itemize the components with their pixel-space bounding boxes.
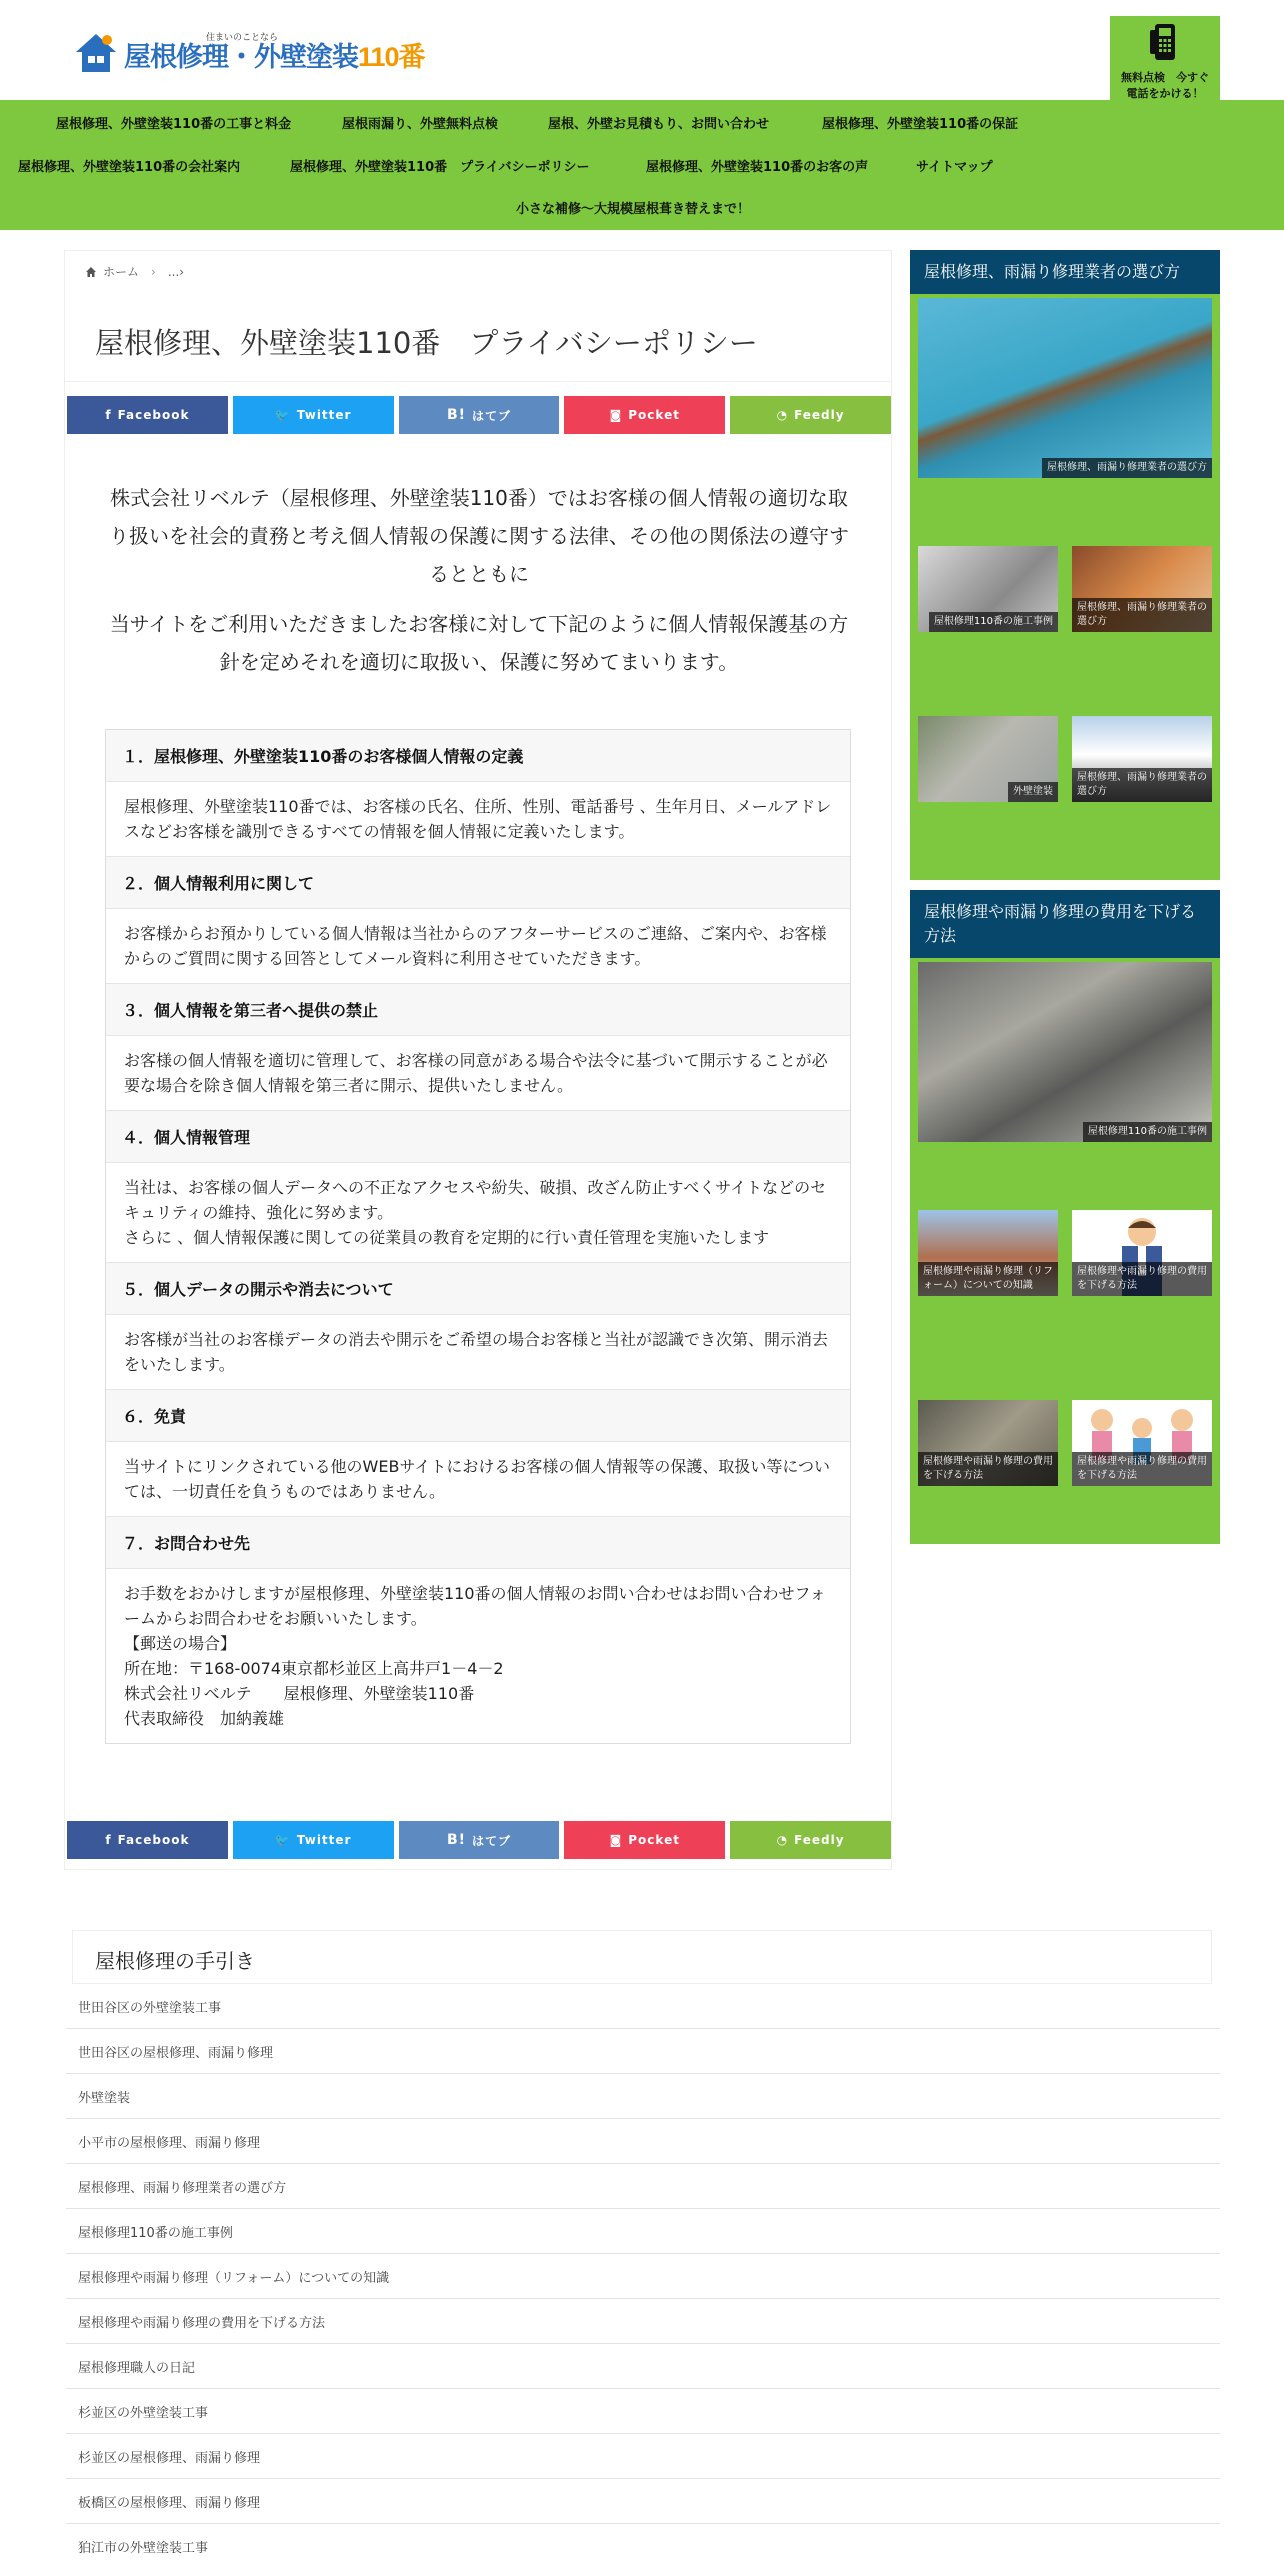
nav-item-warranty[interactable]: 屋根修理、外壁塗装110番の保証 [822,117,1019,132]
sidebar-widget-reduce-cost [910,890,1220,1544]
phone-icon [1141,18,1189,66]
twitter-share-button[interactable] [233,396,394,434]
hatena-label: はてブ [472,1833,512,1848]
call-line-2: 電話をかける！ [1126,87,1204,100]
twitter-share-button-bottom[interactable] [233,1821,394,1859]
sidebar-widget-choose-contractor [910,250,1220,880]
guide-list-item[interactable]: 屋根修理、雨漏り修理業者の選び方 [66,2164,1220,2209]
share-bar-bottom [67,1821,891,1859]
policy-body-2: お客様からお預かりしている個人情報は当社からのアフターサービスのご連絡、ご案内や、お客様からのご質問に関する回答としてメール資料に利用させていただきます。 [106,909,850,984]
policy-body-6: 当サイトにリンクされている他のWEBサイトにおけるお客様の個人情報等の保護、取扱い等については、一切責任を負うものではありません。 [106,1442,850,1517]
breadcrumb-home[interactable]: ホーム [103,265,140,279]
intro-paragraph-2: 当サイトをご利用いただきましたお客様に対して下記のように個人情報保護基の方針を定めそれを適切に取扱い、保護に努めてまいります。 [109,612,849,674]
house-logo-icon [74,32,118,74]
article-thumbnail[interactable] [1072,1400,1212,1486]
guide-list-item[interactable]: 小平市の屋根修理、雨漏り修理 [66,2119,1220,2164]
rss-icon: ◔ [776,1833,789,1847]
nav-item-voices[interactable]: 屋根修理、外壁塗装110番のお客の声 [646,160,869,175]
policy-body-1: 屋根修理、外壁塗装110番では、お客様の氏名、住所、性別、電話番号 、生年月日、メールアドレスなどお客様を識別できるすべての情報を個人情報に定義いたします。 [106,782,850,857]
facebook-share-button-bottom[interactable] [67,1821,228,1859]
thumbnail-caption: 屋根修理110番の施工事例 [929,612,1058,632]
policy-heading-2: ２．個人情報利用に関して [106,857,850,909]
guide-list-item[interactable]: 外壁塗装 [66,2074,1220,2119]
intro-text [105,479,853,693]
feedly-share-button[interactable] [730,396,891,434]
feedly-label: Feedly [794,1833,845,1847]
logo-number-text: 110番 [358,42,425,72]
privacy-policy-table [105,729,851,1744]
guide-list-item[interactable]: 屋根修理や雨漏り修理の費用を下げる方法 [66,2299,1220,2344]
home-icon [85,266,97,278]
guide-list-item[interactable]: 板橋区の屋根修理、雨漏り修理 [66,2479,1220,2524]
guide-category-list [66,1984,1220,2568]
call-button-text [1110,70,1220,102]
call-line-1: 無料点検 今すぐ [1121,71,1209,84]
feedly-label: Feedly [794,408,845,422]
nav-item-estimate[interactable]: 屋根、外壁お見積もり、お問い合わせ [548,117,770,132]
thumbnail-caption: 屋根修理や雨漏り修理の費用を下げる方法 [918,1452,1058,1486]
sidebar-widget-title: 屋根修理、雨漏り修理業者の選び方 [910,250,1220,294]
nav-item-tagline[interactable]: 小さな補修～大規模屋根葺き替えまで！ [516,202,751,217]
policy-body-4: 当社は、お客様の個人データへの不正なアクセスや紛失、破損、改ざん防止すべくサイトなどのセキュリティの維持、強化に努めます。 さらに 、個人情報保護に関しての従業員の教育を定期的に行い責任管理を実施いたします [106,1163,850,1263]
logo-main-text: 屋根修理・外壁塗装 [124,42,358,72]
site-header [0,0,1284,100]
sidebar-widget-title: 屋根修理や雨漏り修理の費用を下げる方法 [910,890,1220,958]
page-title: 屋根修理、外壁塗装110番 プライバシーポリシー [95,326,758,360]
article-thumbnail[interactable] [918,962,1212,1142]
article-thumbnail[interactable] [1072,1210,1212,1296]
policy-body-5: お客様が当社のお客様データの消去や開示をご希望の場合お客様と当社が認識でき次第、開示消去をいたします。 [106,1315,850,1390]
main-article [64,250,892,1870]
guide-list-item[interactable]: 杉並区の外壁塗装工事 [66,2389,1220,2434]
nav-item-company[interactable]: 屋根修理、外壁塗装110番の会社案内 [18,160,241,175]
article-thumbnail[interactable] [918,546,1058,632]
call-button[interactable] [1110,16,1220,102]
logo-tagline: 住まいのことなら [206,33,279,43]
facebook-share-button[interactable] [67,396,228,434]
guide-list-item[interactable]: 世田谷区の外壁塗装工事 [66,1984,1220,2029]
site-logo[interactable] [74,32,425,74]
article-thumbnail[interactable] [918,1210,1058,1296]
share-bar-top [67,396,891,434]
breadcrumb [85,263,184,280]
thumbnail-caption: 屋根修理、雨漏り修理業者の選び方 [1072,598,1212,632]
policy-heading-4: ４．個人情報管理 [106,1111,850,1163]
pocket-icon: ◙ [609,1833,623,1847]
policy-heading-6: ６．免責 [106,1390,850,1442]
pocket-share-button[interactable] [564,396,725,434]
rss-icon: ◔ [776,408,789,422]
policy-heading-5: ５．個人データの開示や消去について [106,1263,850,1315]
pocket-label: Pocket [628,1833,680,1847]
thumbnail-caption: 屋根修理、雨漏り修理業者の選び方 [1042,458,1212,478]
thumbnail-caption: 外壁塗装 [1008,782,1058,802]
pocket-icon: ◙ [609,408,623,422]
twitter-icon: 🐦 [274,408,291,422]
hatena-icon: B! [446,1832,467,1848]
thumbnail-caption: 屋根修理や雨漏り修理（リフォーム）についての知識 [918,1262,1058,1296]
article-thumbnail[interactable] [918,716,1058,802]
nav-item-free-inspection[interactable]: 屋根雨漏り、外壁無料点検 [342,117,499,132]
thumbnail-caption: 屋根修理や雨漏り修理の費用を下げる方法 [1072,1262,1212,1296]
chevron-right-icon: › [151,264,156,279]
feedly-share-button-bottom[interactable] [730,1821,891,1859]
policy-heading-3: ３．個人情報を第三者へ提供の禁止 [106,984,850,1036]
policy-heading-1: １．屋根修理、外壁塗装110番のお客様個人情報の定義 [106,730,850,782]
nav-item-services[interactable]: 屋根修理、外壁塗装110番の工事と料金 [56,117,292,132]
nav-item-sitemap[interactable]: サイトマップ [916,160,993,175]
hatena-share-button-bottom[interactable] [399,1821,560,1859]
facebook-label: Facebook [117,408,190,422]
thumbnail-caption: 屋根修理や雨漏り修理の費用を下げる方法 [1072,1452,1212,1486]
policy-body-3: お客様の個人情報を適切に管理して、お客様の同意がある場合や法令に基づいて開示することが必要な場合を除き個人情報を第三者に開示、提供いたしません。 [106,1036,850,1111]
guide-list-item[interactable]: 世田谷区の屋根修理、雨漏り修理 [66,2029,1220,2074]
guide-list-item[interactable]: 杉並区の屋根修理、雨漏り修理 [66,2434,1220,2479]
main-nav [0,100,1284,230]
thumbnail-caption: 屋根修理110番の施工事例 [1083,1122,1212,1142]
pocket-label: Pocket [628,408,680,422]
policy-body-7: お手数をおかけしますが屋根修理、外壁塗装110番の個人情報のお問い合わせはお問い合わせフォームからお問合わせをお願いいたします。 【郵送の場合】 所在地：〒168-0074東京都杉並区上高井戸1－4－2 株式会社リベルテ 屋根修理、外壁塗装110番 代表取締役 加納義雄 [124,1584,826,1728]
guide-title: 屋根修理の手引き [95,1949,255,1973]
pocket-share-button-bottom[interactable] [564,1821,725,1859]
article-thumbnail[interactable] [918,298,1212,478]
guide-list-item[interactable]: 屋根修理110番の施工事例 [66,2209,1220,2254]
policy-heading-7: ７．お問合わせ先 [106,1517,850,1569]
facebook-label: Facebook [117,1833,190,1847]
facebook-icon: f [105,408,112,422]
intro-paragraph-1: 株式会社リベルテ（屋根修理、外壁塗装110番）ではお客様の個人情報の適切な取り扱いを社会的責務と考え個人情報の保護に関する法律、その他の関係法の遵守するとともに [109,486,849,586]
twitter-label: Twitter [296,408,352,422]
guide-list-item[interactable]: 狛江市の外壁塗装工事 [66,2524,1220,2568]
hatena-share-button[interactable] [399,396,560,434]
twitter-label: Twitter [296,1833,352,1847]
guide-list-item[interactable]: 屋根修理職人の日記 [66,2344,1220,2389]
nav-item-privacy[interactable]: 屋根修理、外壁塗装110番 プライバシーポリシー [290,160,590,175]
guide-title-box [72,1930,1212,1984]
thumbnail-caption: 屋根修理、雨漏り修理業者の選び方 [1072,768,1212,802]
breadcrumb-current: ...› [167,264,185,279]
article-thumbnail[interactable] [918,1400,1058,1486]
article-thumbnail[interactable] [1072,546,1212,632]
article-thumbnail[interactable] [1072,716,1212,802]
title-divider [65,381,891,382]
hatena-icon: B! [446,407,467,423]
facebook-icon: f [105,1833,112,1847]
hatena-label: はてブ [472,408,512,423]
twitter-icon: 🐦 [274,1833,291,1847]
guide-list-item[interactable]: 屋根修理や雨漏り修理（リフォーム）についての知識 [66,2254,1220,2299]
